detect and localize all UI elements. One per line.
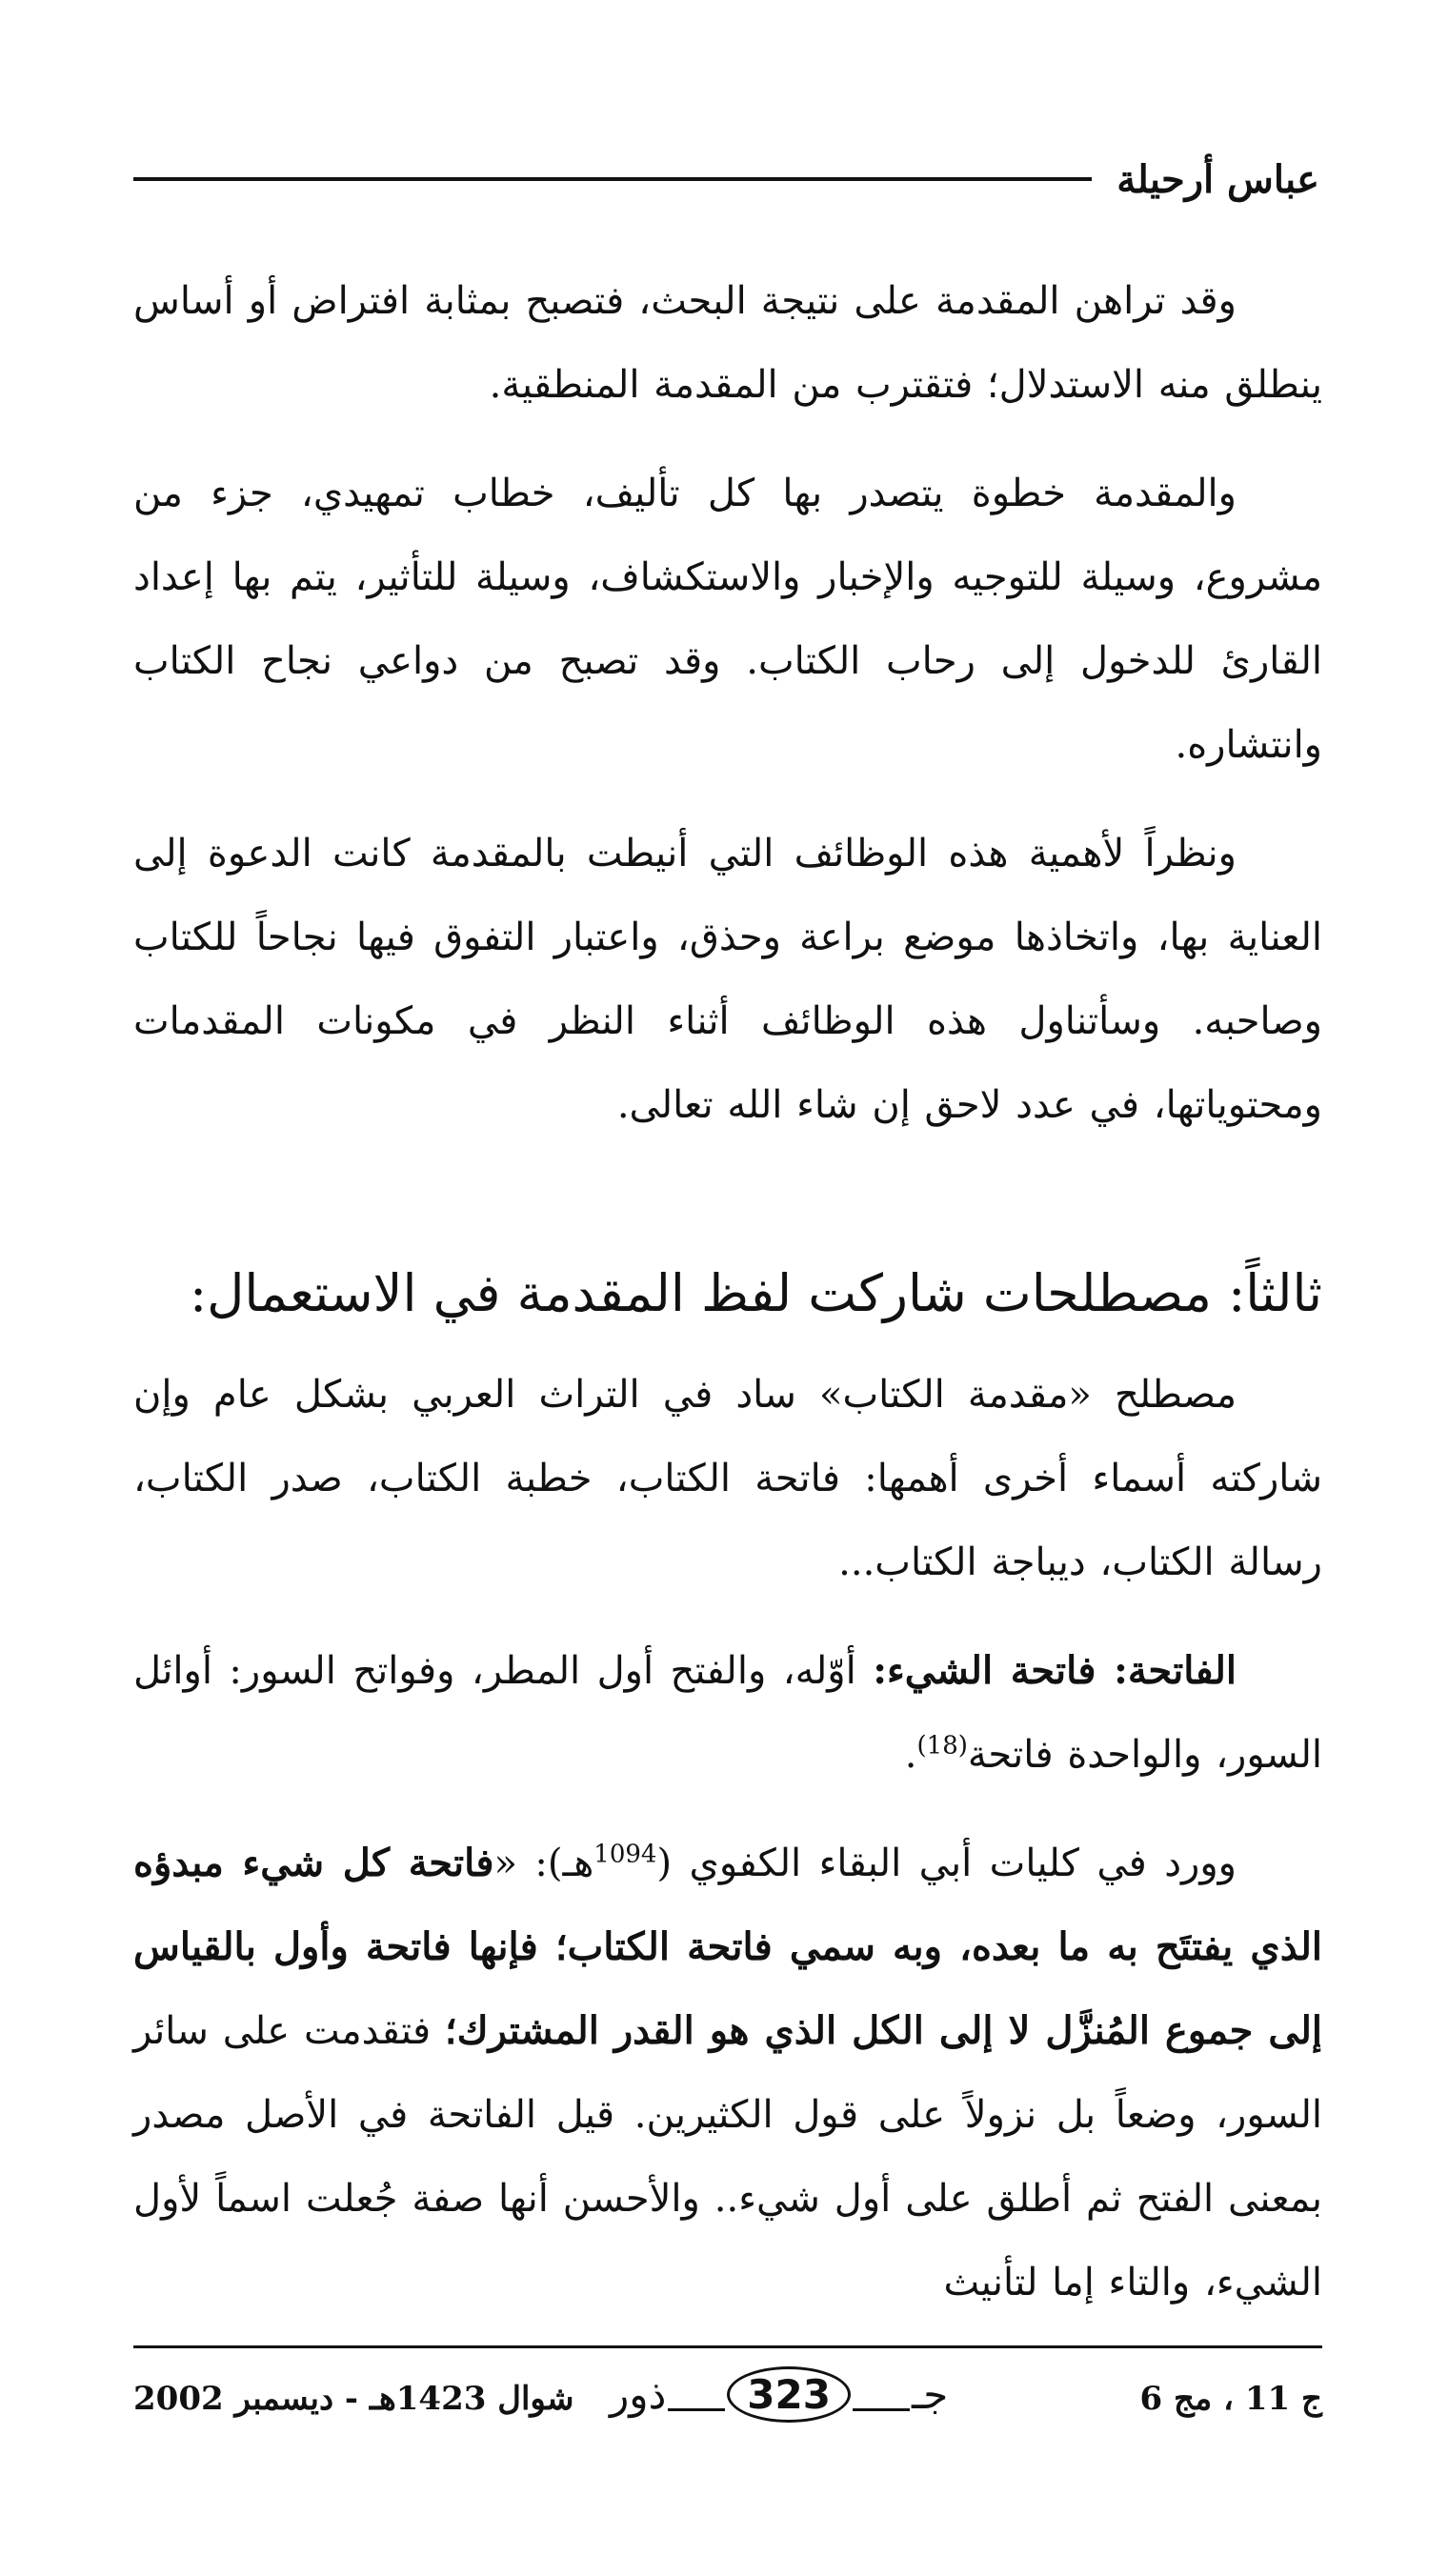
paragraph-1: وقد تراهن المقدمة على نتيجة البحث، فتصبح بمثابة افتراض أو أساس ينطلق منه الاستدلال؛ فتقترب من المقدمة المنطقية. [133, 279, 1322, 407]
paragraph-fatiha [133, 1629, 1322, 1797]
article-body [133, 259, 1322, 2349]
paragraph-2: والمقدمة خطوة يتصدر بها كل تأليف، خطاب تمهيدي، جزء من مشروع، وسيلة للتوجيه والإخبار والاستكشاف، وسيلة للتأثير، يتم بها إعداد القارئ للدخول إلى رحاب الكتاب. وقد تصبح من دواعي نجاح الكتاب وانتشاره. [133, 472, 1322, 767]
page-footer [133, 2363, 1322, 2448]
running-header [133, 141, 1319, 217]
paragraph-4: مصطلح «مقدمة الكتاب» ساد في التراث العربي بشكل عام وإن شاركته أسماء أخرى أهمها: فاتحة الكتاب، خطبة الكتاب، صدر الكتاب، رسالة الكتاب، ديباجة الكتاب... [133, 1373, 1322, 1584]
journal-stroke [853, 2408, 910, 2411]
section-heading: ثالثاً: مصطلحات شاركت لفظ المقدمة في الاستعمال: [189, 1263, 1322, 1323]
fatiha-end: . [904, 1733, 917, 1777]
footer-rule [133, 2345, 1322, 2348]
hijri-year-suffix: هـ): « [493, 1841, 594, 1885]
kulliyat-quote-rest: فتقدمت على سائر السور، وضعاً بل نزولاً على قول الكثيرين. قيل الفاتحة في الأصل مصدر بمعنى الفتح ثم أطلق على أول شيء.. والأحسن أنها صفة جُعلت اسماً لأول الشيء، والتاء إما لتأنيث [133, 2009, 1322, 2304]
paragraph-kulliyat [133, 1821, 1322, 2324]
journal-stroke [668, 2408, 725, 2411]
journal-name-right: ذور [610, 2371, 667, 2418]
header-rule [133, 177, 1092, 181]
footer-date: شوال 1423هـ - ديسمبر 2002 [133, 2380, 574, 2418]
footer-journal [610, 2366, 948, 2423]
paragraph-3: ونظراً لأهمية هذه الوظائف التي أنيطت بالمقدمة كانت الدعوة إلى العناية بها، واتخاذها موضع براعة وحذق، واعتبار التفوق فيها نجاحاً للكتاب وصاحبه. وسأتناول هذه الوظائف أثناء النظر في مكونات المقدمات ومحتوياتها، في عدد لاحق إن شاء الله تعالى. [133, 832, 1322, 1127]
header-author: عباس أرحيلة [1116, 156, 1319, 202]
footer-issue: ج 11 ، مج 6 [1139, 2380, 1322, 2418]
kulliyat-intro: وورد في كليات أبي البقاء الكفوي ( [656, 1841, 1237, 1885]
hijri-year: 1094 [593, 1840, 657, 1869]
page-number: 323 [727, 2366, 851, 2423]
footnote-ref-18: (18) [916, 1731, 968, 1761]
section-gap [133, 1172, 1322, 1248]
fatiha-term: الفاتحة: فاتحة الشيء: [873, 1648, 1237, 1693]
fatiha-definition: أوّله، والفتح أول المطر، وفواتح السور: أوائل السور، والواحدة فاتحة [133, 1649, 1322, 1777]
kulliyat-quote-bold: فاتحة كل شيء مبدؤه الذي يفتتَح به ما بعده، وبه سمي فاتحة الكتاب؛ فإنها فاتحة وأول بالقياس إلى جموع المُنزَّل لا إلى الكل الذي هو القدر المشترك؛ [133, 1841, 1323, 2053]
journal-name-left: جـ [911, 2371, 949, 2418]
